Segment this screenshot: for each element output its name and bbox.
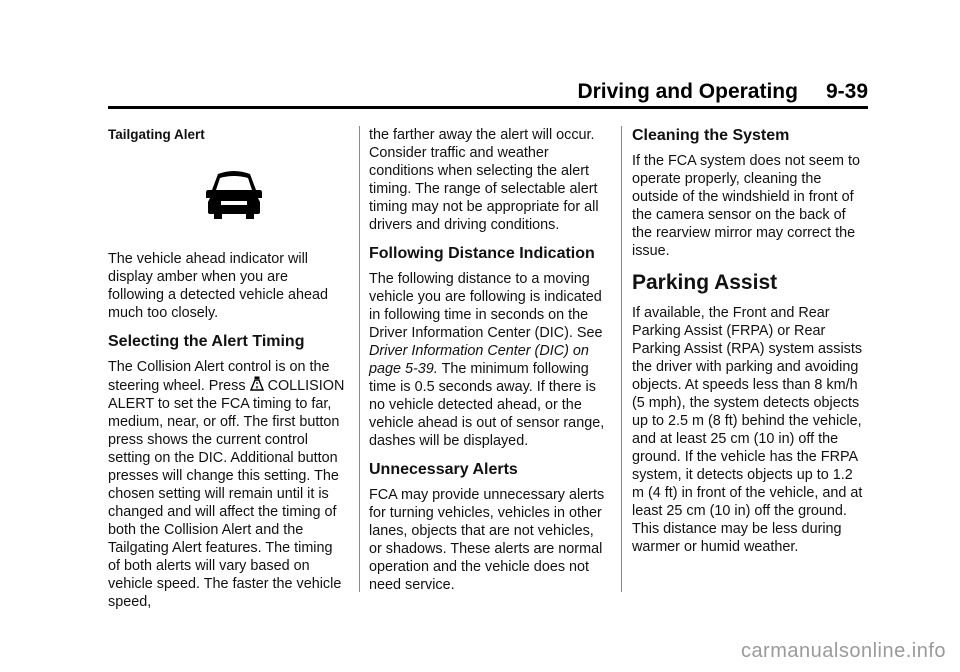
alert-timing-paragraph: The Collision Alert control is on the steering wheel. Press COLLISION ALERT to set the FCA timing to far, medium, near, or off. The first button press shows the current control setting on the DIC. Additional button presses will change this setting. The chosen setting will remain until it is changed and will affect the timing of both the Collision Alert and the Tailgating Alert features. The timing of both alerts will vary based on vehicle speed. The faster the vehicle speed, [108,359,345,610]
unnecessary-alerts-heading: Unnecessary Alerts [369,461,518,478]
selecting-alert-timing-heading: Selecting the Alert Timing [108,333,305,350]
vehicle-ahead-paragraph: The vehicle ahead indicator will display amber when you are following a detected vehicle ahead much too closely. [108,251,329,321]
collision-alert-button-icon [250,376,264,392]
cleaning-system-paragraph: If the FCA system does not seem to operate properly, cleaning the outside of the windshield in front of the camera sensor on the back of the rearview mirror may correct the issue. [632,153,860,259]
parking-assist-heading: Parking Assist [632,271,778,294]
column-2 [369,126,607,594]
header-rule [108,106,868,109]
parking-assist-paragraph: If available, the Front and Rear Parking Assist (FRPA) or Rear Parking Assist (RPA) system assists the driver with parking and avoiding objects. At speeds less than 8 km/h (5 mph), the system detects objects up to 2.5 m (8 ft) behind the vehicle, and at least 25 cm (10 in) off the ground. If the vehicle has the FRPA system, it detects objects up to 1.2 m (4 ft) in front of the vehicle, and at least 25 cm (10 in) off the ground. This distance may be less during warmer or humid weather. [632,305,863,555]
page-header [108,80,868,104]
vehicle-ahead-icon [108,168,346,224]
alert-timing-continued: the farther away the alert will occur. Consider traffic and weather conditions when selecting the alert timing. The range of selectable alert timing may not be appropriate for all drivers and driving conditions. [369,127,599,233]
following-distance-heading: Following Distance Indication [369,245,595,262]
page-number: 9-39 [825,80,868,103]
watermark: carmanualsonline.info [740,640,946,662]
column-divider-1 [359,126,360,592]
column-1 [108,126,346,611]
unnecessary-alerts-paragraph: FCA may provide unnecessary alerts for turning vehicles, vehicles in other lanes, objects that are not vehicles, or shadows. These alerts are normal operation and the vehicle does not need service. [369,487,605,593]
dic-page-reference[interactable]: Driver Information Center (DIC) on page 5-39. [369,343,589,377]
cleaning-system-heading: Cleaning the System [632,127,790,144]
column-divider-2 [621,126,622,592]
section-title: Driving and Operating [577,80,798,103]
tailgating-alert-heading: Tailgating Alert [108,127,205,142]
following-distance-paragraph: The following distance to a moving vehicle you are following is indicated in following time in seconds on the Driver Information Center (DIC). See Driver Information Center (DIC) on page 5-39. The minimum following time is 0.5 seconds away. If there is no vehicle detected ahead, or the vehicle ahead is out of sensor range, dashes will be displayed. [369,271,605,449]
column-3 [632,126,868,556]
